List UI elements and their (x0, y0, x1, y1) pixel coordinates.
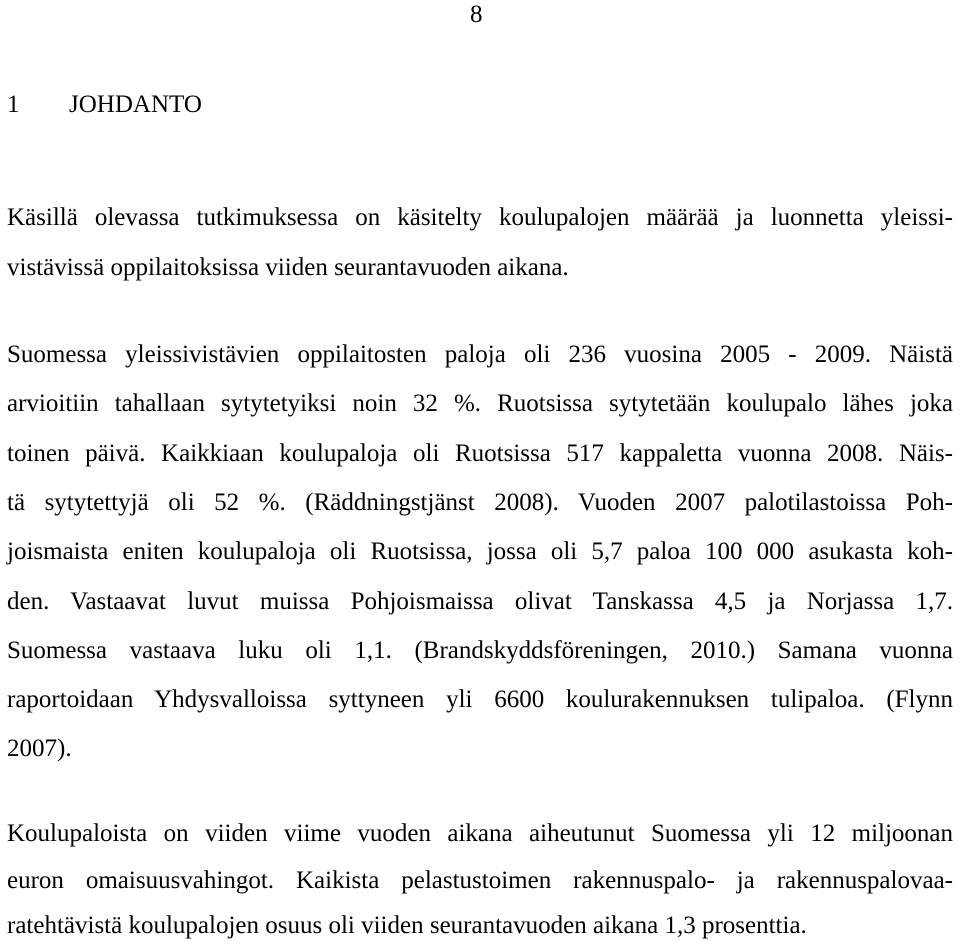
page-number: 8 (470, 1, 483, 28)
paragraph-line: vistävissä oppilaitoksissa viiden seurantavuoden aikana. (7, 254, 569, 281)
paragraph-line: ratehtävistä koulupalojen osuus oli viiden seurantavuoden aikana 1,3 prosenttia. (7, 912, 807, 939)
paragraph-line: Käsillä olevassa tutkimuksessa on käsitelty koulupalojen määrää ja luonnetta yleissi- (7, 204, 953, 231)
paragraph-line: den. Vastaavat luvut muissa Pohjoismaissa olivat Tanskassa 4,5 ja Norjassa 1,7. (7, 588, 953, 615)
paragraph-line: Suomessa yleissivistävien oppilaitosten paloja oli 236 vuosina 2005 - 2009. Näistä (7, 341, 953, 368)
paragraph-line: 2007). (7, 735, 72, 762)
chapter-number: 1 (7, 91, 20, 118)
paragraph-line: tä sytytettyjä oli 52 %. (Räddningstjänst 2008). Vuoden 2007 palotilastoissa Poh- (7, 489, 953, 516)
chapter-heading (7, 88, 202, 122)
paragraph-line: raportoidaan Yhdysvalloissa syttyneen yli 6600 koulurakennuksen tulipaloa. (Flynn (7, 686, 953, 713)
paragraph-line: joismaista eniten koulupaloja oli Ruotsissa, jossa oli 5,7 paloa 100 000 asukasta koh- (7, 538, 953, 565)
paragraph-line: Suomessa vastaava luku oli 1,1. (Brandskyddsföreningen, 2010.) Samana vuonna (7, 637, 953, 664)
chapter-title: JOHDANTO (69, 91, 202, 118)
paragraph-line: toinen päivä. Kaikkiaan koulupaloja oli Ruotsissa 517 kappaletta vuonna 2008. Näis- (7, 440, 953, 467)
paragraph-line: Koulupaloista on viiden viime vuoden aikana aiheutunut Suomessa yli 12 miljoonan (7, 820, 953, 847)
paragraph-line: arvioitiin tahallaan sytytetyiksi noin 32 %. Ruotsissa sytytetään koulupalo lähes joka (7, 390, 953, 417)
paragraph-line: euron omaisuusvahingot. Kaikista pelastustoimen rakennuspalo- ja rakennuspalovaa- (7, 867, 953, 894)
